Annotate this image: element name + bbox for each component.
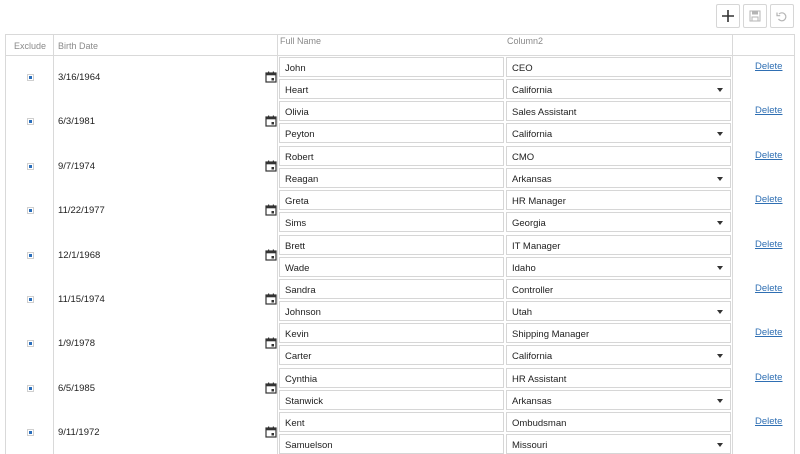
birth-date-cell[interactable] [54, 278, 278, 322]
first-name-input[interactable]: Robert [279, 146, 504, 166]
birth-date-value: 11/22/1977 [58, 205, 105, 217]
exclude-checkbox[interactable] [27, 296, 34, 303]
exclude-checkbox[interactable] [27, 385, 34, 392]
chevron-down-icon [717, 310, 723, 314]
state-select-value: California [512, 351, 553, 363]
editor-cell [278, 100, 733, 144]
birth-date-cell[interactable] [54, 322, 278, 366]
birth-date-value: 3/16/1964 [58, 72, 101, 83]
exclude-cell [6, 189, 54, 233]
first-name-input[interactable]: Sandra [279, 279, 504, 299]
chevron-down-icon [717, 399, 723, 403]
state-select-value: Idaho [512, 262, 536, 274]
state-select-value: Arkansas [512, 395, 552, 407]
first-name-input[interactable]: Brett [279, 235, 504, 255]
exclude-cell [6, 56, 54, 100]
table-row [6, 322, 794, 366]
delete-link[interactable]: Delete [755, 194, 783, 206]
delete-link[interactable]: Delete [755, 61, 783, 72]
calendar-icon[interactable] [265, 115, 277, 127]
calendar-icon[interactable] [265, 71, 277, 83]
exclude-checkbox[interactable] [27, 429, 34, 436]
table-row [6, 278, 794, 322]
exclude-checkbox[interactable] [27, 163, 34, 170]
birth-date-value: 11/15/1974 [58, 293, 105, 305]
state-select-value: Georgia [512, 218, 546, 230]
first-name-input[interactable]: John [279, 57, 504, 77]
birth-date-value: 6/3/1981 [58, 116, 95, 128]
editor-cell [278, 322, 733, 366]
delete-link[interactable]: Delete [755, 371, 783, 383]
undo-button[interactable] [770, 4, 794, 28]
exclude-cell [6, 145, 54, 189]
calendar-icon[interactable] [265, 249, 277, 261]
title-input[interactable]: Controller [506, 279, 731, 299]
state-select-value: Arkansas [512, 173, 552, 185]
calendar-icon[interactable] [265, 426, 277, 438]
first-name-input[interactable]: Cynthia [279, 368, 504, 388]
delete-cell [733, 189, 795, 233]
undo-icon [776, 10, 788, 22]
birth-date-value: 12/1/1968 [58, 249, 101, 261]
delete-cell [733, 367, 795, 411]
last-name-input[interactable]: Samuelson [279, 434, 504, 454]
state-select-value: California [512, 129, 553, 141]
birth-date-value: 9/11/1972 [58, 427, 100, 439]
state-select[interactable] [506, 301, 731, 321]
delete-cell [733, 56, 795, 100]
exclude-cell [6, 100, 54, 144]
editor-cell [278, 56, 733, 100]
delete-cell [733, 411, 795, 454]
exclude-checkbox[interactable] [27, 340, 34, 347]
table-row [6, 367, 794, 411]
column-header-column2[interactable]: Column2 [505, 35, 733, 56]
save-button[interactable] [743, 4, 767, 28]
exclude-cell [6, 322, 54, 366]
birth-date-value: 1/9/1978 [58, 338, 95, 350]
column-header-exclude[interactable]: Exclude [6, 35, 54, 56]
first-name-input[interactable]: Greta [279, 190, 504, 210]
exclude-checkbox[interactable] [27, 118, 34, 125]
last-name-input[interactable]: Johnson [279, 301, 504, 321]
birth-date-cell[interactable] [54, 56, 278, 100]
grid-header [6, 35, 794, 56]
state-select[interactable] [506, 79, 731, 99]
table-row [6, 234, 794, 278]
exclude-cell [6, 367, 54, 411]
editor-cell [278, 145, 733, 189]
title-input[interactable]: HR Assistant [506, 368, 731, 388]
chevron-down-icon [717, 221, 723, 225]
state-select[interactable] [506, 168, 731, 188]
save-icon [749, 10, 761, 22]
birth-date-cell[interactable] [54, 145, 278, 189]
exclude-checkbox[interactable] [27, 252, 34, 259]
grid-toolbar [716, 4, 794, 28]
calendar-icon[interactable] [265, 293, 277, 305]
editor-cell [278, 278, 733, 322]
calendar-icon[interactable] [265, 204, 277, 216]
delete-link[interactable]: Delete [755, 416, 783, 428]
chevron-down-icon [717, 177, 723, 181]
last-name-input[interactable]: Heart [279, 79, 504, 99]
title-input[interactable]: Shipping Manager [506, 323, 731, 343]
table-row [6, 145, 794, 189]
state-select[interactable] [506, 212, 731, 232]
editor-cell [278, 411, 733, 454]
delete-link[interactable]: Delete [755, 327, 783, 339]
grid-body [6, 56, 794, 454]
table-row [6, 411, 794, 454]
last-name-input[interactable]: Stanwick [279, 390, 504, 410]
first-name-input[interactable]: Kent [279, 412, 504, 432]
column-header-full-name[interactable]: Full Name [280, 36, 322, 46]
calendar-icon[interactable] [265, 160, 277, 172]
plus-icon [721, 9, 735, 23]
exclude-cell [6, 278, 54, 322]
exclude-checkbox[interactable] [27, 74, 34, 81]
exclude-cell [6, 234, 54, 278]
birth-date-cell[interactable] [54, 189, 278, 233]
state-select[interactable] [506, 345, 731, 365]
title-input[interactable]: Ombudsman [506, 412, 731, 432]
delete-cell [733, 278, 795, 322]
editor-cell [278, 189, 733, 233]
state-select[interactable] [506, 434, 731, 454]
editor-cell [278, 367, 733, 411]
title-input[interactable]: HR Manager [506, 190, 731, 210]
birth-date-cell[interactable] [54, 234, 278, 278]
delete-link[interactable]: Delete [755, 282, 783, 294]
delete-cell [733, 145, 795, 189]
delete-link[interactable]: Delete [755, 149, 783, 161]
delete-cell [733, 100, 795, 144]
data-grid [5, 34, 795, 454]
chevron-down-icon [717, 443, 723, 447]
table-row [6, 189, 794, 233]
add-row-button[interactable] [716, 4, 740, 28]
last-name-input[interactable]: Reagan [279, 168, 504, 188]
state-select[interactable] [506, 123, 731, 143]
editor-cell [278, 234, 733, 278]
delete-link[interactable]: Delete [755, 238, 783, 250]
chevron-down-icon [717, 354, 723, 358]
table-row [6, 100, 794, 144]
title-input[interactable]: CEO [506, 57, 731, 77]
chevron-down-icon [717, 132, 723, 136]
birth-date-cell[interactable] [54, 367, 278, 411]
last-name-input[interactable]: Wade [279, 257, 504, 277]
delete-link[interactable]: Delete [755, 105, 783, 117]
state-select-value: California [512, 85, 553, 96]
last-name-input[interactable]: Sims [279, 212, 504, 232]
birth-date-cell[interactable] [54, 100, 278, 144]
table-row [6, 56, 794, 100]
state-select[interactable] [506, 390, 731, 410]
first-name-input[interactable]: Olivia [279, 101, 504, 121]
birth-date-value: 6/5/1985 [58, 382, 95, 394]
column-header-birth-date[interactable]: Birth Date [54, 35, 278, 56]
title-input[interactable]: Sales Assistant [506, 101, 731, 121]
delete-cell [733, 234, 795, 278]
first-name-input[interactable]: Kevin [279, 323, 504, 343]
calendar-icon[interactable] [265, 337, 277, 349]
state-select-value: Utah [512, 306, 533, 318]
birth-date-value: 9/7/1974 [58, 160, 95, 172]
calendar-icon[interactable] [265, 382, 277, 394]
title-input[interactable]: IT Manager [506, 235, 731, 255]
exclude-checkbox[interactable] [27, 207, 34, 214]
state-select[interactable] [506, 257, 731, 277]
state-select-value: Missouri [512, 440, 548, 452]
delete-cell [733, 322, 795, 366]
last-name-input[interactable]: Carter [279, 345, 504, 365]
birth-date-cell[interactable] [54, 411, 278, 454]
exclude-cell [6, 411, 54, 454]
chevron-down-icon [717, 88, 723, 92]
chevron-down-icon [717, 266, 723, 270]
title-input[interactable]: CMO [506, 146, 731, 166]
last-name-input[interactable]: Peyton [279, 123, 504, 143]
